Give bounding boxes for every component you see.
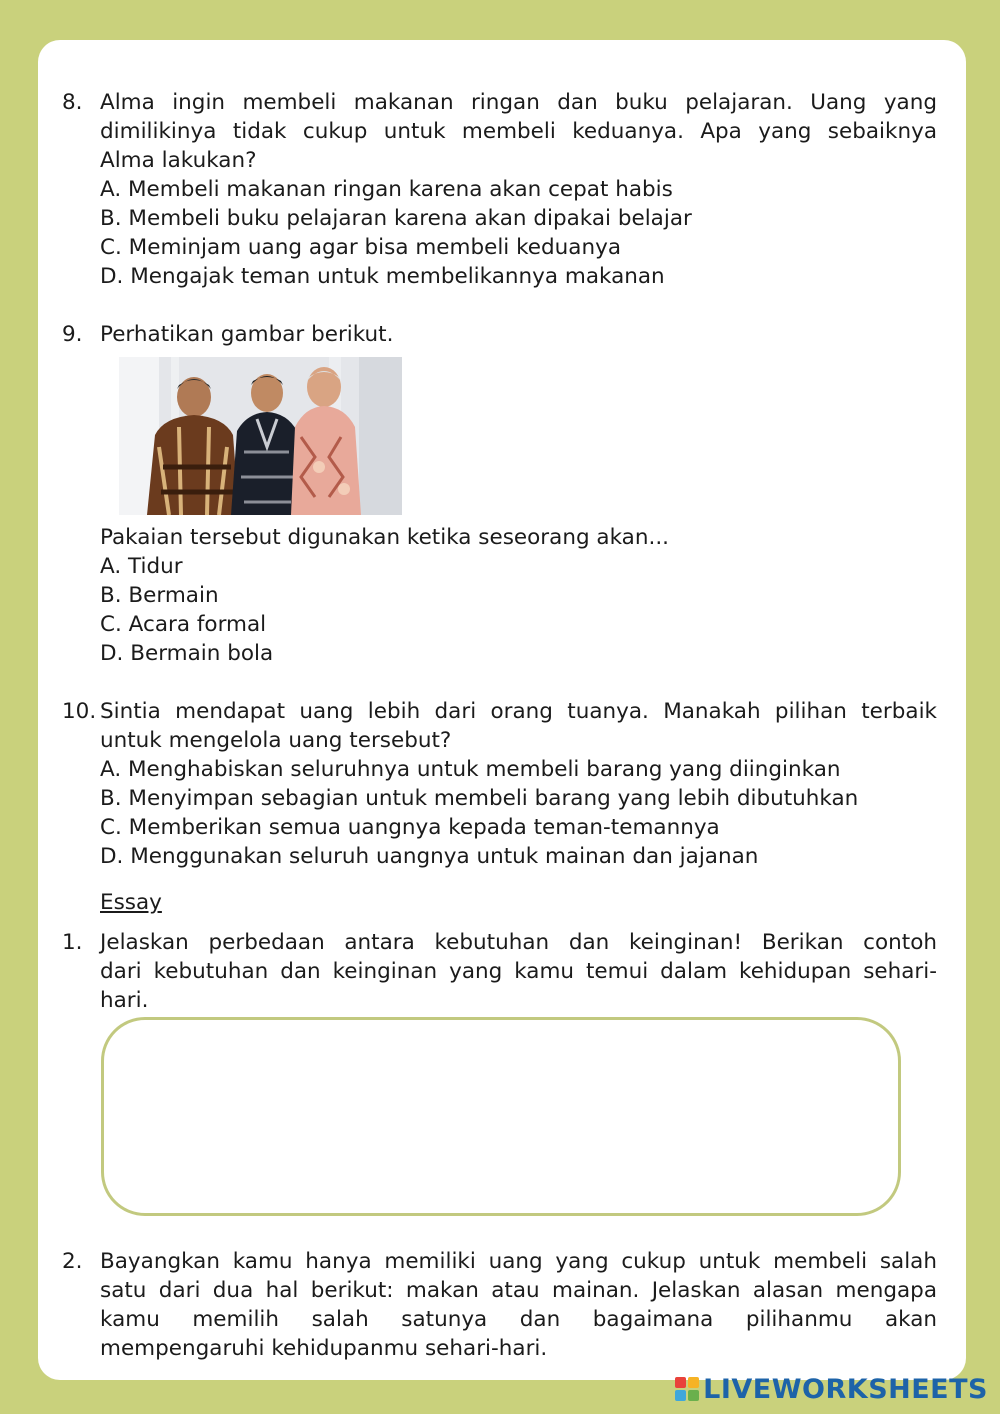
option-a[interactable]: A. Tidur — [100, 554, 183, 579]
logo-square — [688, 1390, 699, 1401]
formal-batik-photo — [119, 357, 402, 515]
question-stem-line: satu dari dua hal berikut: makan atau mainan. Jelaskan alasan mengapa — [100, 1278, 937, 1303]
question-10 — [62, 697, 937, 871]
option-a[interactable]: A. Membeli makanan ringan karena akan cepat habis — [100, 177, 673, 202]
question-stem-line: Alma ingin membeli makanan ringan dan buku pelajaran. Uang yang — [100, 90, 937, 115]
question-stem-line: hari. — [100, 988, 149, 1013]
option-b[interactable]: B. Menyimpan sebagian untuk membeli barang yang lebih dibutuhkan — [100, 786, 859, 811]
essay-answer-box[interactable] — [101, 1017, 901, 1216]
question-stem-line: Sintia mendapat uang lebih dari orang tuanya. Manakah pilihan terbaik — [100, 699, 937, 724]
option-d[interactable]: D. Bermain bola — [100, 641, 274, 666]
logo-square — [688, 1377, 699, 1388]
option-c[interactable]: C. Memberikan semua uangnya kepada teman-temannya — [100, 815, 720, 840]
photo-illustration — [119, 357, 402, 515]
essay-heading: Essay — [100, 890, 162, 915]
option-b[interactable]: B. Bermain — [100, 583, 219, 608]
option-c[interactable]: C. Meminjam uang agar bisa membeli keduanya — [100, 235, 621, 260]
logo-square — [675, 1377, 686, 1388]
liveworksheets-logo[interactable] — [675, 1372, 988, 1406]
question-number: 1. — [62, 930, 83, 955]
question-9 — [62, 320, 937, 349]
option-a[interactable]: A. Menghabiskan seluruhnya untuk membeli barang yang diinginkan — [100, 757, 841, 782]
question-number: 8. — [62, 90, 83, 115]
question-stem-line: Perhatikan gambar berikut. — [100, 322, 394, 347]
question-stem-line: Jelaskan perbedaan antara kebutuhan dan keinginan! Berikan contoh — [100, 930, 937, 955]
question-number: 9. — [62, 322, 83, 347]
question-sub-stem: Pakaian tersebut digunakan ketika seseorang akan... — [100, 525, 669, 550]
essay-question-1 — [62, 928, 937, 1015]
question-stem-line: kamu memilih salah satunya dan bagaimana pilihanmu akan — [100, 1307, 937, 1332]
option-b[interactable]: B. Membeli buku pelajaran karena akan dipakai belajar — [100, 206, 692, 231]
question-8 — [62, 88, 937, 291]
question-number: 2. — [62, 1249, 83, 1274]
question-9-continued — [62, 523, 937, 668]
question-stem-line: Alma lakukan? — [100, 148, 257, 173]
question-stem-line: untuk mengelola uang tersebut? — [100, 728, 452, 753]
brand-name: LIVEWORKSHEETS — [703, 1373, 988, 1405]
question-stem-line: dari kebutuhan dan keinginan yang kamu temui dalam kehidupan sehari- — [100, 959, 937, 984]
question-stem-line: dimilikinya tidak cukup untuk membeli keduanya. Apa yang sebaiknya — [100, 119, 937, 144]
question-stem-line: Bayangkan kamu hanya memiliki uang yang cukup untuk membeli salah — [100, 1249, 937, 1274]
option-d[interactable]: D. Menggunakan seluruh uangnya untuk mainan dan jajanan — [100, 844, 759, 869]
liveworksheets-mark-icon — [675, 1377, 699, 1401]
option-c[interactable]: C. Acara formal — [100, 612, 267, 637]
question-number: 10. — [62, 699, 97, 724]
logo-square — [675, 1390, 686, 1401]
question-stem-line: mempengaruhi kehidupanmu sehari-hari. — [100, 1336, 548, 1361]
option-d[interactable]: D. Mengajak teman untuk membelikannya makanan — [100, 264, 665, 289]
essay-question-2 — [62, 1247, 937, 1363]
